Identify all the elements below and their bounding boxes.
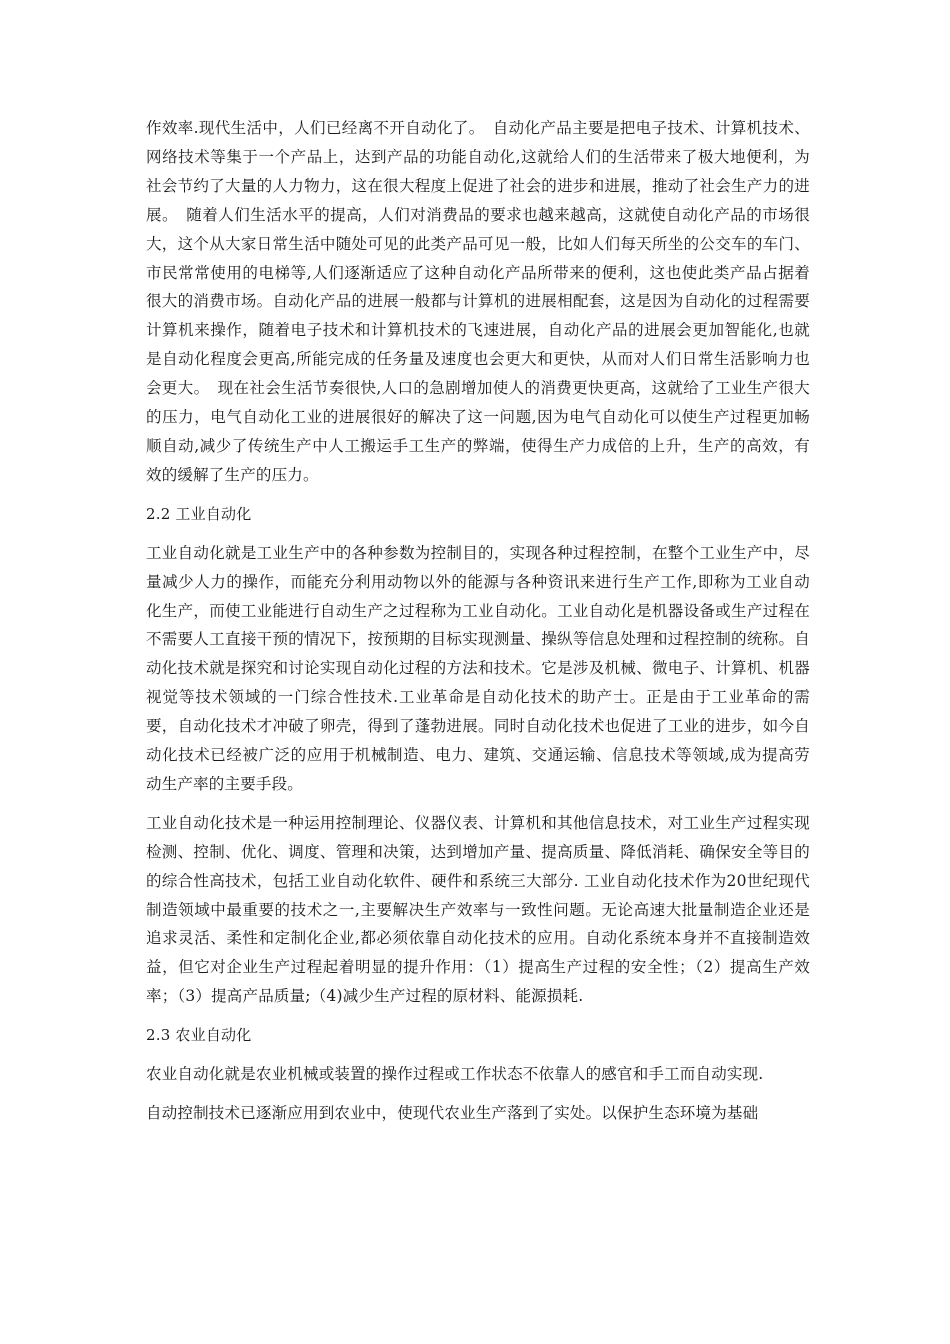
section-heading-industrial-automation: 2.2 工业自动化 (146, 504, 252, 523)
paragraph-automation-products: 作效率.现代生活中，人们已经离不开自动化了。 自动化产品主要是把电子技术、计算机技术、网络技术等集于一个产品上，达到产品的功能自动化,这就给人们的生活带来了极大地便利，为社会节约了大量的人力物力，这在很大程度上促进了社会的进步和进展，推动了社会生产力的进展。 随着人们生活水平的提高，人们对消费品的要求也越来越高，这就使自动化产品的市场很大，这个从大家日常生活中随处可见的此类产品可见一般，比如人们每天所坐的公交车的车门、市民常常使用的电梯等,人们逐渐适应了这种自动化产品所带来的便利，这也使此类产品占据着很大的消费市场。自动化产品的进展一般都与计算机的进展相配套，这是因为自动化的过程需要计算机来操作，随着电子技术和计算机技术的飞速进展，自动化产品的进展会更加智能化,也就是自动化程度会更高,所能完成的任务量及速度也会更大和更快，从而对人们日常生活影响力也会更大。 现在社会生活节奏很快,人口的急剧增加使人的消费更快更高，这就给了工业生产很大的压力，电气自动化工业的进展很好的解决了这一问题,因为电气自动化可以使生产过程更加畅顺自动,减少了传统生产中人工搬运手工生产的弊端，使得生产力成倍的上升，生产的高效，有效的缓解了生产的压力。 (146, 119, 810, 484)
paragraph-agricultural-control-technology: 自动控制技术已逐渐应用到农业中，使现代农业生产落到了实处。以保护生态环境为基础 (146, 1104, 759, 1122)
paragraph-industrial-automation-technology: 工业自动化技术是一种运用控制理论、仪器仪表、计算机和其他信息技术，对工业生产过程实现检测、控制、优化、调度、管理和决策，达到增加产量、提高质量、降低消耗、确保安全等目的的综合性高技术，包括工业自动化软件、硬件和系统三大部分. 工业自动化技术作为20世纪现代制造领域中最重要的技术之一,主要解决生产效率与一致性问题。无论高速大批量制造企业还是追求灵活、柔性和定制化企业,都必须依靠自动化技术的应用。自动化系统本身并不直接制造效益，但它对企业生产过程起着明显的提升作用：（1）提高生产过程的安全性；（2）提高生产效率；（3）提高产品质量;（4)减少生产过程的原材料、能源损耗. (146, 813, 810, 1006)
paragraph-agricultural-automation-definition: 农业自动化就是农业机械或装置的操作过程或工作状态不依靠人的感官和手工而自动实现. (146, 1065, 764, 1084)
paragraph-industrial-automation-definition: 工业自动化就是工业生产中的各种参数为控制目的，实现各种过程控制，在整个工业生产中，尽量减少人力的操作，而能充分利用动物以外的能源与各种资讯来进行生产工作,即称为工业自动化生产，而使工业能进行自动生产之过程称为工业自动化。工业自动化是机器设备或生产过程在不需要人工直接干预的情况下，按预期的目标实现测量、操纵等信息处理和过程控制的统称。自动化技术就是探究和讨论实现自动化过程的方法和技术。它是涉及机械、微电子、计算机、机器视觉等技术领域的一门综合性技术.工业革命是自动化技术的助产士。正是由于工业革命的需要，自动化技术才冲破了卵壳，得到了蓬勃进展。同时自动化技术也促进了工业的进步，如今自动化技术已经被广泛的应用于机械制造、电力、建筑、交通运输、信息技术等领域,成为提高劳动生产率的主要手段。 (146, 543, 810, 793)
document-page (146, 114, 810, 1138)
section-heading-agricultural-automation: 2.3 农业自动化 (146, 1026, 252, 1045)
